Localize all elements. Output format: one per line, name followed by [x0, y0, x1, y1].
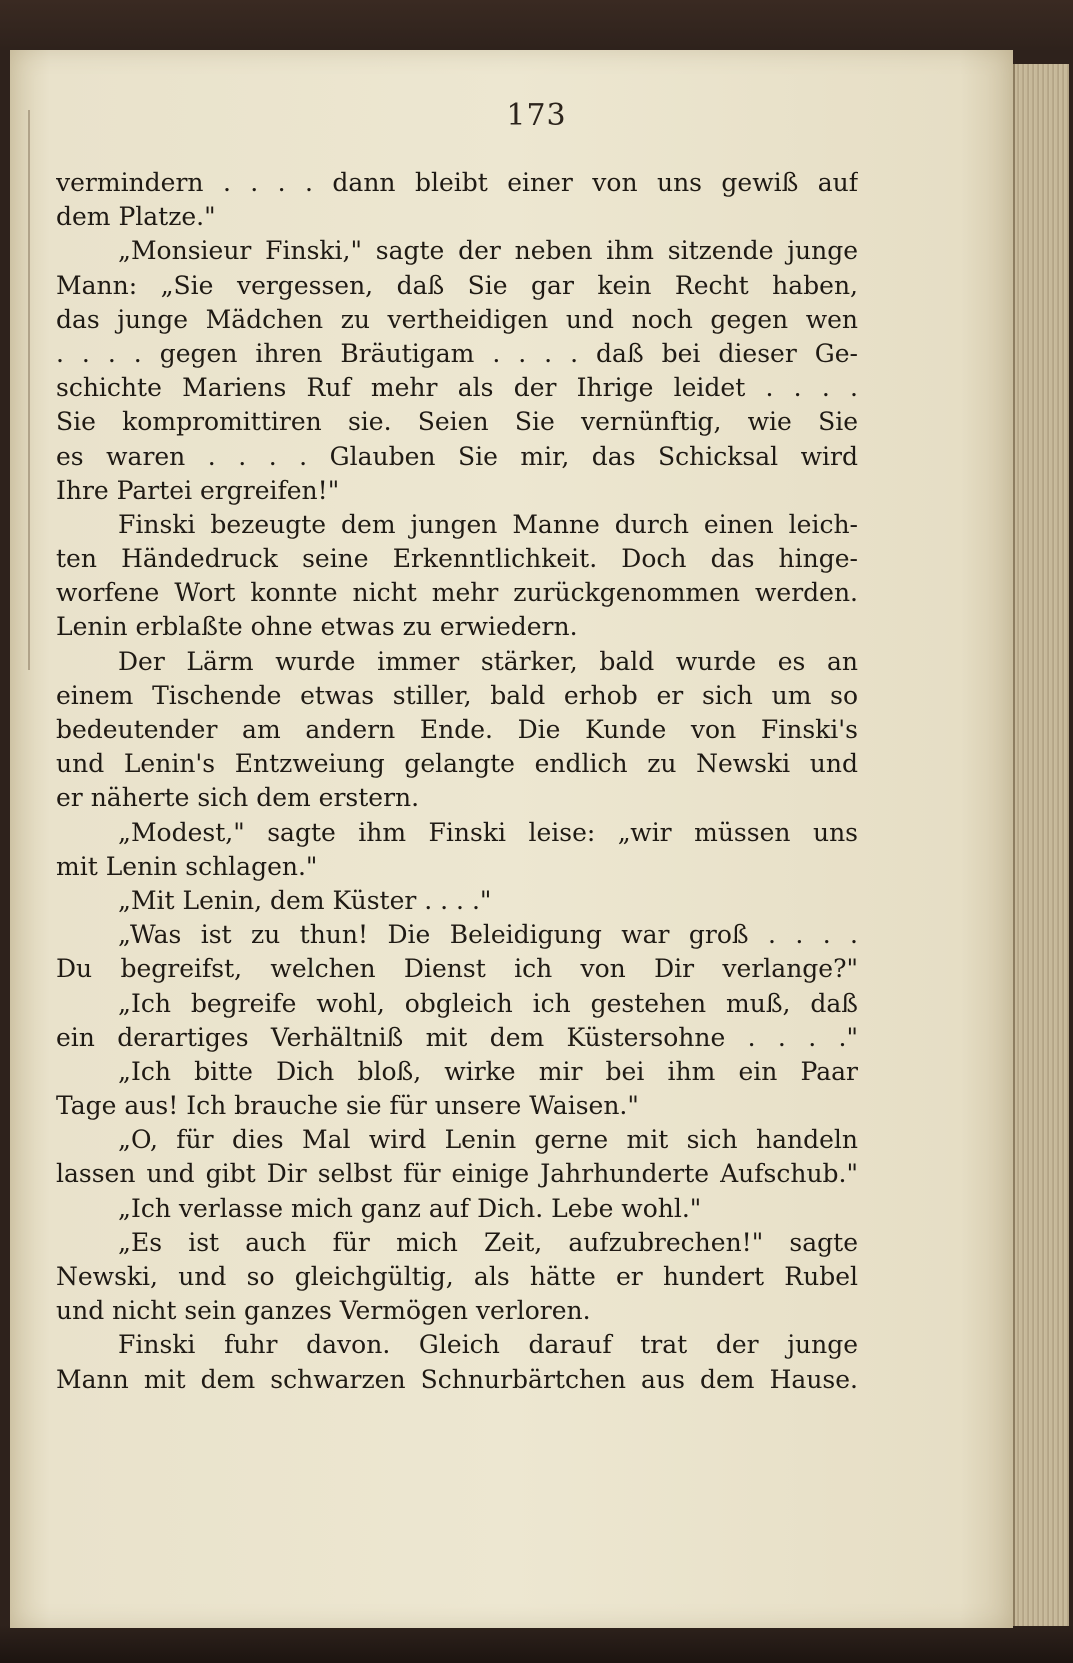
text-line: Ihre Partei ergreifen!": [56, 475, 340, 505]
text-line: Newski, und so gleichgültig, als hätte er hundert Rubel: [56, 1262, 858, 1291]
text-line: „Monsieur Finski," sagte der neben ihm sitzende junge: [118, 236, 858, 266]
text-line: Finski fuhr davon. Gleich darauf trat der junge: [118, 1330, 858, 1360]
page-edges: [1013, 64, 1069, 1626]
text-line: vermindern . . . . dann bleibt einer von uns gewiß auf: [56, 168, 858, 197]
text-line: Tage aus! Ich brauche sie für unsere Waisen.": [56, 1091, 639, 1121]
text-line: „Ich begreife wohl, obgleich ich gestehen muß, daß: [118, 988, 858, 1018]
text-line: ten Händedruck seine Erkenntlichkeit. Doch das hinge-: [56, 544, 858, 574]
text-line: „Ich verlasse mich ganz auf Dich. Lebe wohl.": [118, 1193, 702, 1223]
text-line: mit Lenin schlagen.": [56, 851, 318, 881]
text-line: Sie kompromittiren sie. Seien Sie vernünftig, wie Sie: [56, 407, 858, 437]
text-line: „Modest," sagte ihm Finski leise: „wir müssen uns: [118, 817, 858, 847]
text-line: es waren . . . . Glauben Sie mir, das Schicksal wird: [56, 441, 858, 471]
text-line: worfene Wort konnte nicht mehr zurückgenommen werden.: [56, 578, 858, 608]
text-line: „O, für dies Mal wird Lenin gerne mit sich handeln: [118, 1125, 858, 1155]
text-line: einem Tischende etwas stiller, bald erhob er sich um so: [56, 680, 858, 710]
text-line: Der Lärm wurde immer stärker, bald wurde es an: [118, 646, 858, 676]
text-line: und nicht sein ganzes Vermögen verloren.: [56, 1296, 591, 1326]
text-line: schichte Mariens Ruf mehr als der Ihrige leidet . . . .: [56, 373, 858, 403]
text-line: . . . . gegen ihren Bräutigam . . . . daß bei dieser Ge-: [56, 338, 858, 368]
text-line: das junge Mädchen zu vertheidigen und noch gegen wen: [56, 304, 858, 334]
text-line: Mann: „Sie vergessen, daß Sie gar kein Recht haben,: [56, 270, 858, 300]
gutter-shadow: [28, 110, 30, 670]
text-line: er näherte sich dem erstern.: [56, 783, 420, 813]
text-line: Finski bezeugte dem jungen Manne durch einen leich-: [118, 509, 858, 539]
text-line: Mann mit dem schwarzen Schnurbärtchen aus dem Hause.: [56, 1364, 858, 1394]
page-number: 173: [506, 98, 567, 133]
text-line: „Mit Lenin, dem Küster . . . .": [118, 885, 492, 915]
text-line: bedeutender am andern Ende. Die Kunde von Finski's: [56, 715, 858, 744]
text-line: Lenin erblaßte ohne etwas zu erwiedern.: [56, 612, 578, 642]
text-line: „Was ist zu thun! Die Beleidigung war groß . . . .: [118, 920, 858, 950]
text-line: ein derartiges Verhältniß mit dem Küstersohne . . . .": [56, 1022, 858, 1052]
text-line: „Ich bitte Dich bloß, wirke mir bei ihm ein Paar: [118, 1056, 858, 1086]
text-line: „Es ist auch für mich Zeit, aufzubrechen!" sagte: [118, 1227, 858, 1257]
body-text: [56, 166, 858, 1397]
text-line: und Lenin's Entzweiung gelangte endlich zu Newski und: [56, 749, 858, 779]
text-line: lassen und gibt Dir selbst für einige Jahrhunderte Aufschub.": [56, 1159, 858, 1189]
text-line: Du begreifst, welchen Dienst ich von Dir verlange?": [56, 954, 858, 984]
text-line: dem Platze.": [56, 202, 216, 232]
